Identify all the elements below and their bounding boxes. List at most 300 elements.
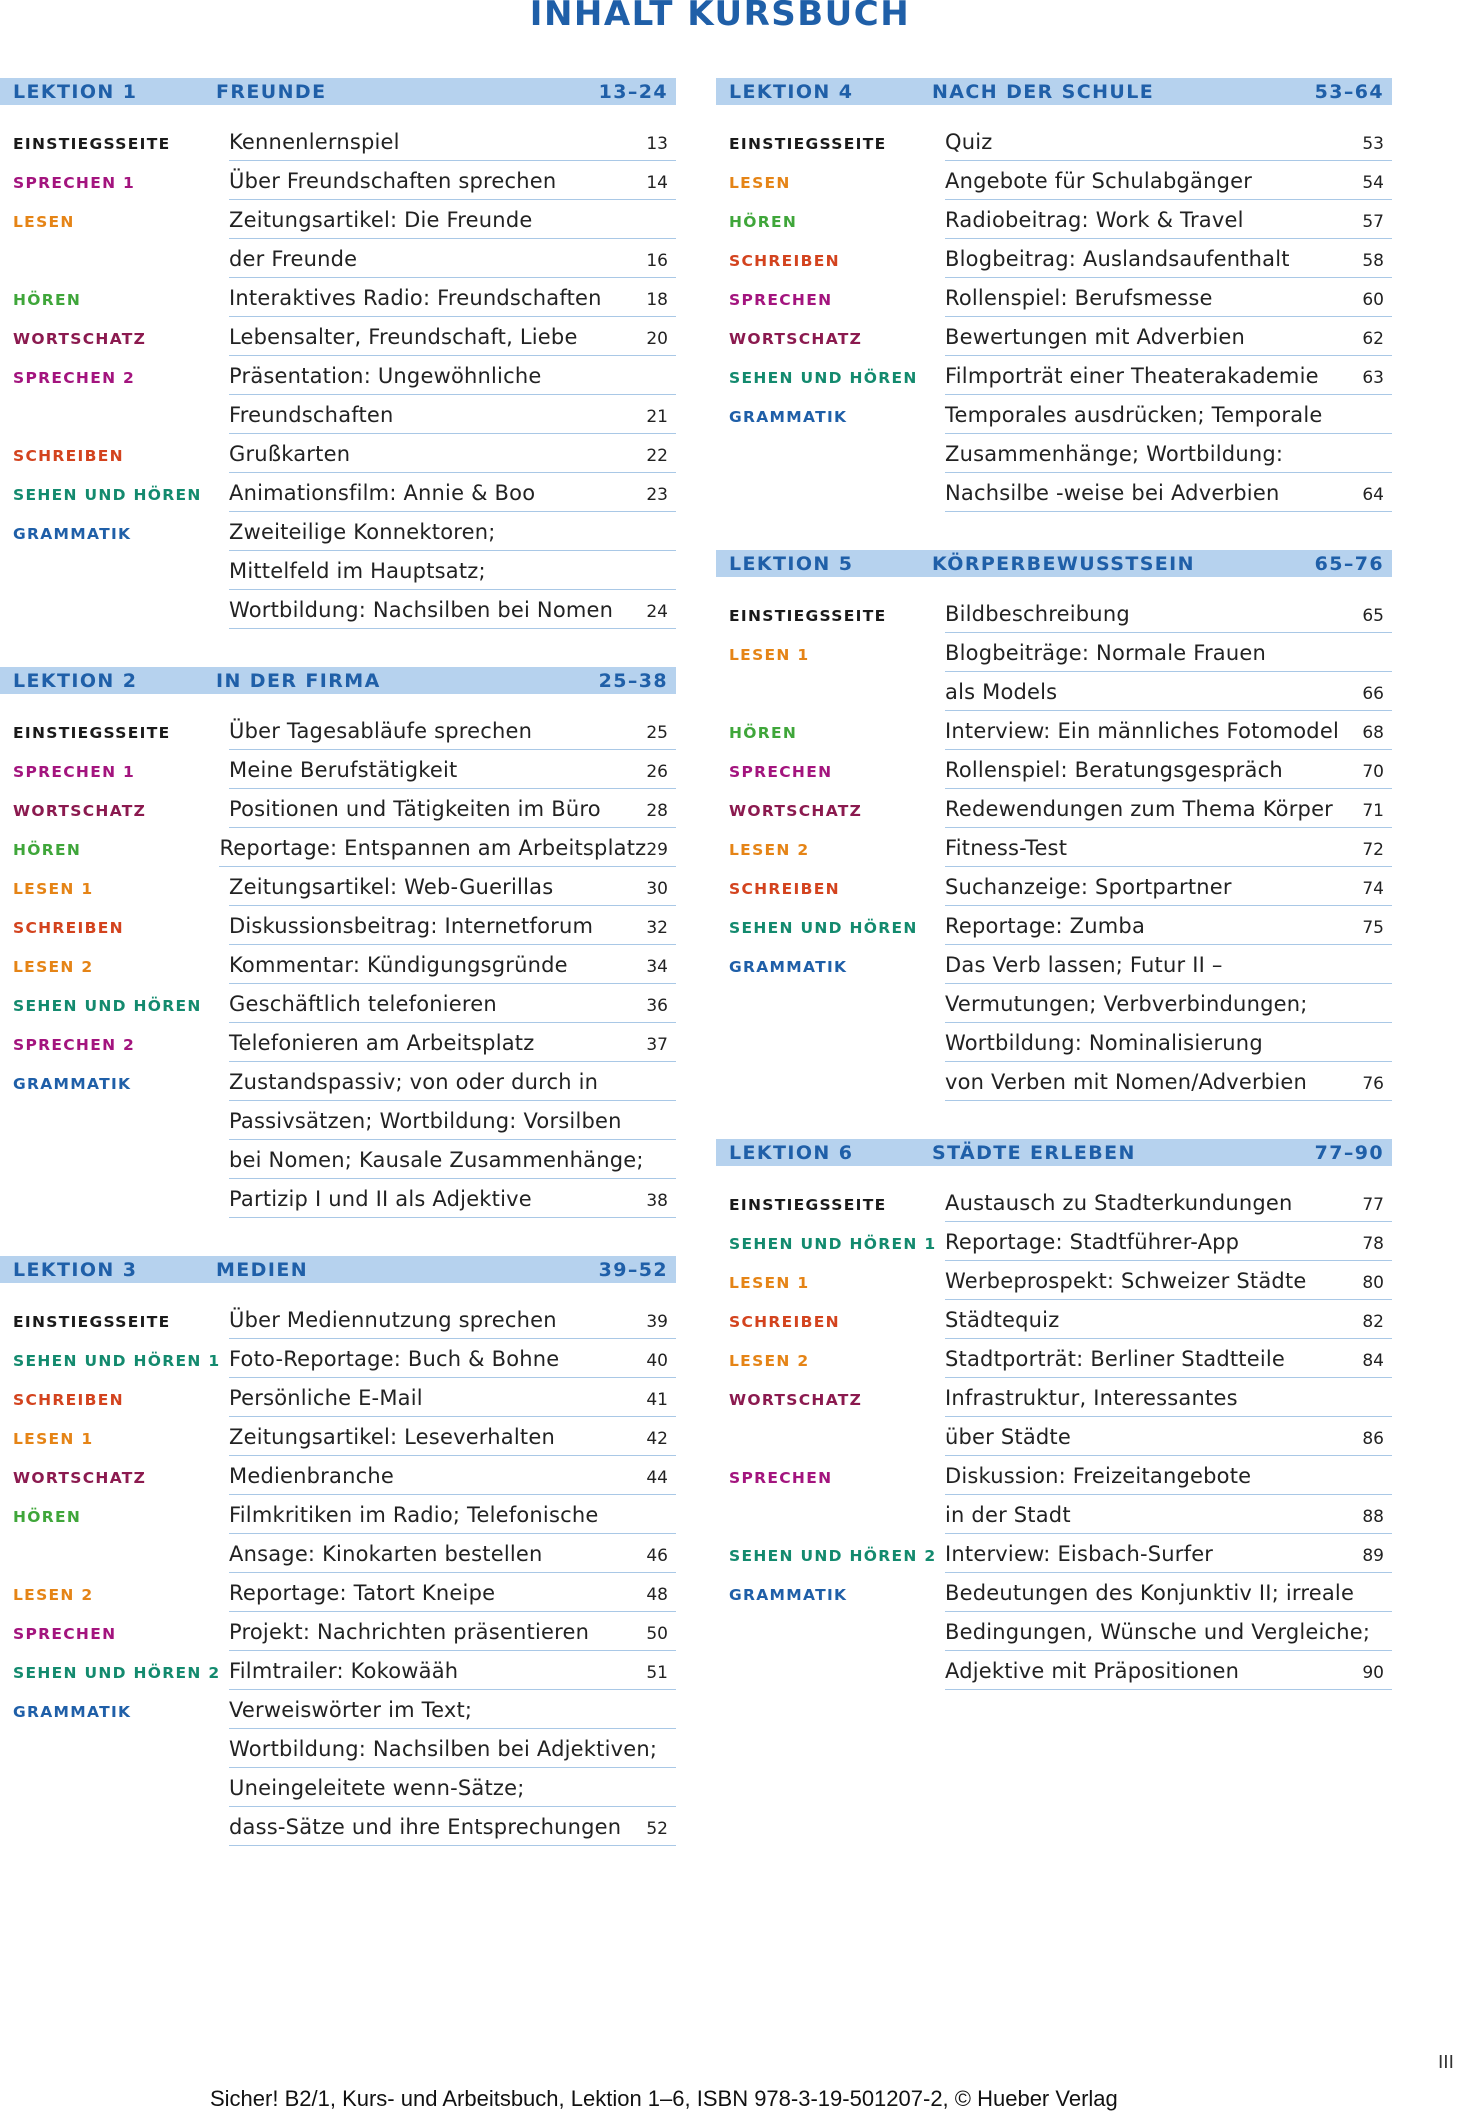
entry-content bbox=[229, 278, 676, 317]
toc-entry bbox=[716, 1261, 1392, 1300]
entry-category: EINSTIEGSSEITE bbox=[729, 135, 887, 153]
entry-page: 37 bbox=[646, 1035, 668, 1055]
entry-title: Ansage: Kinokarten bestellen bbox=[229, 1542, 543, 1566]
entry-title: Städtequiz bbox=[945, 1308, 1060, 1332]
toc-entry bbox=[0, 750, 676, 789]
lesson-title: KÖRPERBEWUSSTSEIN bbox=[932, 552, 1195, 575]
entry-page: 89 bbox=[1362, 1546, 1384, 1566]
entry-category bbox=[0, 590, 229, 629]
entry-page: 71 bbox=[1362, 801, 1384, 821]
entry-content bbox=[229, 945, 676, 984]
toc-entry bbox=[716, 1339, 1392, 1378]
entry-content bbox=[945, 1183, 1392, 1222]
entry-category: SCHREIBEN bbox=[729, 252, 840, 270]
toc-entry bbox=[0, 1101, 676, 1140]
entry-category: SEHEN UND HÖREN 2 bbox=[729, 1547, 937, 1565]
entry-content bbox=[945, 473, 1392, 512]
toc-entry bbox=[0, 711, 676, 750]
toc-entry bbox=[0, 239, 676, 278]
entry-category: SPRECHEN bbox=[729, 1469, 833, 1487]
toc-entry bbox=[0, 984, 676, 1023]
entry-page: 21 bbox=[646, 407, 668, 427]
toc-entry bbox=[0, 473, 676, 512]
entry-content bbox=[229, 1651, 676, 1690]
toc-entry bbox=[716, 200, 1392, 239]
entry-title: dass-Sätze und ihre Entsprechungen bbox=[229, 1815, 622, 1839]
entry-title: Über Freundschaften sprechen bbox=[229, 169, 557, 193]
entry-content bbox=[945, 633, 1392, 672]
toc-entry bbox=[716, 473, 1392, 512]
lesson-number: LEKTION 4 bbox=[729, 80, 854, 103]
entry-title: Filmkritiken im Radio; Telefonische bbox=[229, 1503, 599, 1527]
entry-category: LESEN bbox=[13, 213, 75, 231]
entry-category: LESEN 2 bbox=[13, 1586, 94, 1604]
entry-title: Blogbeiträge: Normale Frauen bbox=[945, 641, 1267, 665]
entry-title: Lebensalter, Freundschaft, Liebe bbox=[229, 325, 578, 349]
toc-entry bbox=[0, 1179, 676, 1218]
lesson-section bbox=[716, 1139, 1392, 1690]
entry-content bbox=[229, 1062, 676, 1101]
entry-category bbox=[0, 1140, 229, 1179]
toc-entry bbox=[716, 1023, 1392, 1062]
entry-title: Rollenspiel: Berufsmesse bbox=[945, 286, 1213, 310]
entry-page: 13 bbox=[646, 134, 668, 154]
entry-category bbox=[0, 1534, 229, 1573]
entry-title: Reportage: Tatort Kneipe bbox=[229, 1581, 496, 1605]
entry-category bbox=[0, 1807, 229, 1846]
entry-title: Medienbranche bbox=[229, 1464, 394, 1488]
entry-category: LESEN 1 bbox=[13, 880, 94, 898]
entry-title: Interaktives Radio: Freundschaften bbox=[229, 286, 602, 310]
entry-page: 50 bbox=[646, 1624, 668, 1644]
entry-category bbox=[716, 672, 945, 711]
entry-title: Wortbildung: Nachsilben bei Adjektiven; bbox=[229, 1737, 658, 1761]
entry-content bbox=[945, 122, 1392, 161]
entry-content bbox=[945, 750, 1392, 789]
entry-category: SPRECHEN bbox=[13, 1625, 117, 1643]
entry-category: SPRECHEN 1 bbox=[13, 174, 136, 192]
entry-page: 20 bbox=[646, 329, 668, 349]
entry-category: HÖREN bbox=[729, 724, 798, 742]
entry-title: Passivsätzen; Wortbildung: Vorsilben bbox=[229, 1109, 622, 1133]
entry-content bbox=[229, 1378, 676, 1417]
entry-title: über Städte bbox=[945, 1425, 1071, 1449]
toc-entry bbox=[716, 1534, 1392, 1573]
toc-entry bbox=[716, 395, 1392, 434]
entry-content bbox=[229, 789, 676, 828]
entry-content bbox=[945, 395, 1392, 434]
entry-category bbox=[0, 239, 229, 278]
entry-page: 90 bbox=[1362, 1663, 1384, 1683]
lesson-number: LEKTION 2 bbox=[13, 669, 138, 692]
entry-category bbox=[716, 1417, 945, 1456]
entry-title: als Models bbox=[945, 680, 1058, 704]
entry-page: 66 bbox=[1362, 684, 1384, 704]
entry-title: Interview: Eisbach-Surfer bbox=[945, 1542, 1214, 1566]
entry-category: WORTSCHATZ bbox=[13, 802, 147, 820]
entry-category: EINSTIEGSSEITE bbox=[729, 607, 887, 625]
entry-page: 41 bbox=[646, 1390, 668, 1410]
entry-category: WORTSCHATZ bbox=[729, 1391, 863, 1409]
toc-entry bbox=[716, 984, 1392, 1023]
entry-content bbox=[945, 1378, 1392, 1417]
entry-title: Rollenspiel: Beratungsgespräch bbox=[945, 758, 1283, 782]
lesson-entries bbox=[716, 594, 1392, 1101]
entry-page: 75 bbox=[1362, 918, 1384, 938]
entry-page: 88 bbox=[1362, 1507, 1384, 1527]
toc-entry bbox=[716, 1222, 1392, 1261]
entry-content bbox=[945, 200, 1392, 239]
entry-content bbox=[945, 984, 1392, 1023]
entry-title: der Freunde bbox=[229, 247, 358, 271]
entry-title: Uneingeleitete wenn-Sätze; bbox=[229, 1776, 525, 1800]
entry-title: Austausch zu Stadterkundungen bbox=[945, 1191, 1293, 1215]
entry-page: 23 bbox=[646, 485, 668, 505]
entry-content bbox=[229, 434, 676, 473]
lesson-section bbox=[0, 78, 676, 629]
entry-page: 82 bbox=[1362, 1312, 1384, 1332]
toc-entry bbox=[0, 122, 676, 161]
entry-page: 29 bbox=[646, 840, 668, 860]
entry-title: Adjektive mit Präpositionen bbox=[945, 1659, 1240, 1683]
entry-title: Bildbeschreibung bbox=[945, 602, 1130, 626]
entry-category: HÖREN bbox=[729, 213, 798, 231]
toc-entry bbox=[0, 1807, 676, 1846]
entry-content bbox=[229, 473, 676, 512]
entry-category: SEHEN UND HÖREN bbox=[729, 369, 918, 387]
entry-category: SEHEN UND HÖREN bbox=[13, 486, 202, 504]
toc-entry bbox=[0, 590, 676, 629]
entry-title: Telefonieren am Arbeitsplatz bbox=[229, 1031, 535, 1055]
entry-category bbox=[716, 1495, 945, 1534]
entry-page: 68 bbox=[1362, 723, 1384, 743]
lesson-entries bbox=[0, 1300, 676, 1846]
toc-entry bbox=[0, 512, 676, 551]
toc-entry bbox=[0, 1140, 676, 1179]
entry-page: 30 bbox=[646, 879, 668, 899]
entry-page: 25 bbox=[646, 723, 668, 743]
entry-title: Kennenlernspiel bbox=[229, 130, 400, 154]
entry-category: EINSTIEGSSEITE bbox=[729, 1196, 887, 1214]
toc-entry bbox=[0, 317, 676, 356]
entry-page: 63 bbox=[1362, 368, 1384, 388]
entry-category: SCHREIBEN bbox=[13, 1391, 124, 1409]
toc-entry bbox=[716, 1612, 1392, 1651]
entry-title: Zeitungsartikel: Leseverhalten bbox=[229, 1425, 555, 1449]
entry-category: GRAMMATIK bbox=[729, 958, 848, 976]
entry-category: LESEN 1 bbox=[13, 1430, 94, 1448]
entry-title: Angebote für Schulabgänger bbox=[945, 169, 1253, 193]
entry-page: 42 bbox=[646, 1429, 668, 1449]
lesson-entries bbox=[716, 122, 1392, 512]
toc-entry bbox=[716, 1573, 1392, 1612]
entry-content bbox=[229, 1339, 676, 1378]
entry-title: Wortbildung: Nachsilben bei Nomen bbox=[229, 598, 614, 622]
entry-title: Diskussion: Freizeitangebote bbox=[945, 1464, 1252, 1488]
entry-title: Bewertungen mit Adverbien bbox=[945, 325, 1246, 349]
entry-title: Das Verb lassen; Futur II – bbox=[945, 953, 1223, 977]
entry-page: 52 bbox=[646, 1819, 668, 1839]
entry-content bbox=[229, 200, 676, 239]
entry-category: LESEN 2 bbox=[13, 958, 94, 976]
entry-content bbox=[945, 945, 1392, 984]
entry-content bbox=[945, 1612, 1392, 1651]
entry-title: Reportage: Zumba bbox=[945, 914, 1146, 938]
toc-column-right bbox=[716, 78, 1392, 1728]
lesson-page-range: 53–64 bbox=[1314, 80, 1384, 103]
entry-page: 62 bbox=[1362, 329, 1384, 349]
entry-content bbox=[945, 278, 1392, 317]
entry-title: Bedeutungen des Konjunktiv II; irreale bbox=[945, 1581, 1355, 1605]
entry-title: Geschäftlich telefonieren bbox=[229, 992, 497, 1016]
toc-entry bbox=[716, 122, 1392, 161]
entry-title: Partizip I und II als Adjektive bbox=[229, 1187, 532, 1211]
entry-title: Redewendungen zum Thema Körper bbox=[945, 797, 1334, 821]
entry-category bbox=[716, 1023, 945, 1062]
entry-page: 86 bbox=[1362, 1429, 1384, 1449]
entry-title: Animationsfilm: Annie & Boo bbox=[229, 481, 536, 505]
entry-content bbox=[945, 1417, 1392, 1456]
toc-entry bbox=[0, 1651, 676, 1690]
toc-entry bbox=[716, 317, 1392, 356]
entry-content bbox=[229, 1023, 676, 1062]
toc-entry bbox=[0, 434, 676, 473]
entry-category: LESEN 2 bbox=[729, 1352, 810, 1370]
entry-title: Werbeprospekt: Schweizer Städte bbox=[945, 1269, 1307, 1293]
entry-page: 32 bbox=[646, 918, 668, 938]
entry-category: SCHREIBEN bbox=[13, 919, 124, 937]
entry-title: Temporales ausdrücken; Temporale bbox=[945, 403, 1323, 427]
entry-content bbox=[945, 828, 1392, 867]
entry-content bbox=[229, 711, 676, 750]
entry-category bbox=[0, 1101, 229, 1140]
entry-category bbox=[716, 1612, 945, 1651]
toc-entry bbox=[716, 1062, 1392, 1101]
entry-category: EINSTIEGSSEITE bbox=[13, 724, 171, 742]
lesson-page-range: 65–76 bbox=[1314, 552, 1384, 575]
toc-entry bbox=[0, 1768, 676, 1807]
entry-content bbox=[229, 1140, 676, 1179]
lesson-entries bbox=[0, 711, 676, 1218]
toc-entry bbox=[716, 828, 1392, 867]
entry-title: Foto-Reportage: Buch & Bohne bbox=[229, 1347, 560, 1371]
toc-entry bbox=[716, 161, 1392, 200]
entry-title: Stadtporträt: Berliner Stadtteile bbox=[945, 1347, 1286, 1371]
entry-title: Wortbildung: Nominalisierung bbox=[945, 1031, 1263, 1055]
entry-content bbox=[945, 711, 1392, 750]
lesson-entries bbox=[716, 1183, 1392, 1690]
lesson-page-range: 39–52 bbox=[598, 1258, 668, 1281]
entry-title: Infrastruktur, Interessantes bbox=[945, 1386, 1238, 1410]
entry-category: SCHREIBEN bbox=[13, 447, 124, 465]
entry-page: 72 bbox=[1362, 840, 1384, 860]
toc-entry bbox=[716, 434, 1392, 473]
lesson-header bbox=[0, 78, 676, 105]
entry-category bbox=[716, 1651, 945, 1690]
toc-entry bbox=[716, 1183, 1392, 1222]
toc-entry bbox=[716, 711, 1392, 750]
lesson-title: MEDIEN bbox=[216, 1258, 309, 1281]
entry-title: Mittelfeld im Hauptsatz; bbox=[229, 559, 486, 583]
entry-content bbox=[945, 1062, 1392, 1101]
lesson-header bbox=[716, 550, 1392, 577]
lesson-page-range: 13–24 bbox=[598, 80, 668, 103]
entry-title: Zweiteilige Konnektoren; bbox=[229, 520, 496, 544]
entry-content bbox=[945, 594, 1392, 633]
entry-title: Zeitungsartikel: Web-Guerillas bbox=[229, 875, 554, 899]
lesson-title: IN DER FIRMA bbox=[216, 669, 381, 692]
entry-content bbox=[229, 867, 676, 906]
entry-content bbox=[945, 906, 1392, 945]
toc-entry bbox=[716, 278, 1392, 317]
toc-entry bbox=[0, 551, 676, 590]
entry-content bbox=[229, 906, 676, 945]
entry-title: von Verben mit Nomen/Adverbien bbox=[945, 1070, 1308, 1094]
entry-content bbox=[229, 1456, 676, 1495]
toc-entry bbox=[716, 356, 1392, 395]
lesson-number: LEKTION 6 bbox=[729, 1141, 854, 1164]
lesson-page-range: 25–38 bbox=[598, 669, 668, 692]
lesson-header bbox=[716, 1139, 1392, 1166]
entry-category bbox=[0, 1729, 229, 1768]
entry-page: 40 bbox=[646, 1351, 668, 1371]
entry-title: Freundschaften bbox=[229, 403, 394, 427]
entry-content bbox=[945, 1339, 1392, 1378]
toc-entry bbox=[716, 1300, 1392, 1339]
entry-title: Filmtrailer: Kokowääh bbox=[229, 1659, 459, 1683]
entry-page: 60 bbox=[1362, 290, 1384, 310]
entry-page: 76 bbox=[1362, 1074, 1384, 1094]
entry-category: SPRECHEN 1 bbox=[13, 763, 136, 781]
entry-category bbox=[716, 434, 945, 473]
entry-title: Projekt: Nachrichten präsentieren bbox=[229, 1620, 590, 1644]
lesson-section bbox=[716, 78, 1392, 512]
toc-entry bbox=[0, 789, 676, 828]
entry-category: SEHEN UND HÖREN 1 bbox=[13, 1352, 221, 1370]
entry-content bbox=[229, 1417, 676, 1456]
entry-page: 46 bbox=[646, 1546, 668, 1566]
entry-title: Interview: Ein männliches Fotomodel bbox=[945, 719, 1339, 743]
entry-title: Reportage: Entspannen am Arbeitsplatz bbox=[219, 836, 647, 860]
entry-page: 58 bbox=[1362, 251, 1384, 271]
entry-category: WORTSCHATZ bbox=[729, 802, 863, 820]
toc-entry bbox=[0, 906, 676, 945]
entry-title: Zeitungsartikel: Die Freunde bbox=[229, 208, 533, 232]
entry-category: SPRECHEN 2 bbox=[13, 1036, 136, 1054]
entry-title: Zustandspassiv; von oder durch in bbox=[229, 1070, 599, 1094]
lesson-number: LEKTION 5 bbox=[729, 552, 854, 575]
entry-title: Fitness-Test bbox=[945, 836, 1068, 860]
entry-title: Präsentation: Ungewöhnliche bbox=[229, 364, 542, 388]
entry-content bbox=[945, 1456, 1392, 1495]
entry-page: 57 bbox=[1362, 212, 1384, 232]
toc-entry bbox=[0, 867, 676, 906]
entry-title: Blogbeitrag: Auslandsaufenthalt bbox=[945, 247, 1290, 271]
entry-category: SEHEN UND HÖREN 2 bbox=[13, 1664, 221, 1682]
entry-category: SCHREIBEN bbox=[729, 1313, 840, 1331]
entry-category: EINSTIEGSSEITE bbox=[13, 1313, 171, 1331]
entry-page: 34 bbox=[646, 957, 668, 977]
toc-entry bbox=[0, 1023, 676, 1062]
entry-title: Filmporträt einer Theaterakademie bbox=[945, 364, 1319, 388]
entry-category bbox=[716, 473, 945, 512]
entry-title: bei Nomen; Kausale Zusammenhänge; bbox=[229, 1148, 644, 1172]
entry-content bbox=[945, 1534, 1392, 1573]
toc-entry bbox=[0, 945, 676, 984]
entry-category: WORTSCHATZ bbox=[13, 330, 147, 348]
toc-entry bbox=[716, 750, 1392, 789]
entry-title: Verweiswörter im Text; bbox=[229, 1698, 473, 1722]
entry-page: 28 bbox=[646, 801, 668, 821]
lesson-section bbox=[0, 667, 676, 1218]
toc-entry bbox=[716, 1456, 1392, 1495]
entry-title: Bedingungen, Wünsche und Vergleiche; bbox=[945, 1620, 1371, 1644]
entry-content bbox=[945, 1261, 1392, 1300]
lesson-section bbox=[716, 550, 1392, 1101]
toc-entry bbox=[716, 239, 1392, 278]
entry-title: Suchanzeige: Sportpartner bbox=[945, 875, 1232, 899]
entry-category: WORTSCHATZ bbox=[13, 1469, 147, 1487]
lesson-title: NACH DER SCHULE bbox=[932, 80, 1155, 103]
entry-page: 36 bbox=[646, 996, 668, 1016]
entry-page: 16 bbox=[646, 251, 668, 271]
entry-category: GRAMMATIK bbox=[13, 1075, 132, 1093]
entry-content bbox=[229, 1729, 676, 1768]
entry-title: Kommentar: Kündigungsgründe bbox=[229, 953, 568, 977]
entry-content bbox=[945, 1573, 1392, 1612]
page-number: III bbox=[1438, 2052, 1454, 2073]
toc-entry bbox=[0, 1456, 676, 1495]
entry-category: HÖREN bbox=[13, 291, 82, 309]
entry-title: Zusammenhänge; Wortbildung: bbox=[945, 442, 1284, 466]
toc-entry bbox=[716, 1378, 1392, 1417]
entry-page: 48 bbox=[646, 1585, 668, 1605]
entry-content bbox=[229, 590, 676, 629]
entry-page: 84 bbox=[1362, 1351, 1384, 1371]
entry-title: Quiz bbox=[945, 130, 993, 154]
entry-content bbox=[219, 828, 676, 867]
entry-title: Grußkarten bbox=[229, 442, 351, 466]
entry-category bbox=[0, 551, 229, 590]
toc-entry bbox=[716, 906, 1392, 945]
entry-content bbox=[229, 1101, 676, 1140]
entry-category: EINSTIEGSSEITE bbox=[13, 135, 171, 153]
entry-category: GRAMMATIK bbox=[13, 525, 132, 543]
entry-content bbox=[945, 1300, 1392, 1339]
entry-page: 38 bbox=[646, 1191, 668, 1211]
toc-entry bbox=[0, 1339, 676, 1378]
entry-page: 70 bbox=[1362, 762, 1384, 782]
entry-category bbox=[716, 1062, 945, 1101]
entry-content bbox=[229, 1495, 676, 1534]
entry-content bbox=[945, 161, 1392, 200]
toc-entry bbox=[0, 1062, 676, 1101]
entry-content bbox=[229, 239, 676, 278]
toc-entry bbox=[0, 278, 676, 317]
toc-entry bbox=[0, 1378, 676, 1417]
entry-title: Radiobeitrag: Work & Travel bbox=[945, 208, 1244, 232]
entry-page: 51 bbox=[646, 1663, 668, 1683]
entry-content bbox=[229, 356, 676, 395]
entry-content bbox=[229, 1300, 676, 1339]
entry-page: 39 bbox=[646, 1312, 668, 1332]
toc-entry bbox=[0, 1300, 676, 1339]
entry-title: Über Tagesabläufe sprechen bbox=[229, 719, 533, 743]
entry-category: LESEN 2 bbox=[729, 841, 810, 859]
entry-content bbox=[229, 1807, 676, 1846]
entry-title: Persönliche E-Mail bbox=[229, 1386, 423, 1410]
entry-content bbox=[229, 317, 676, 356]
